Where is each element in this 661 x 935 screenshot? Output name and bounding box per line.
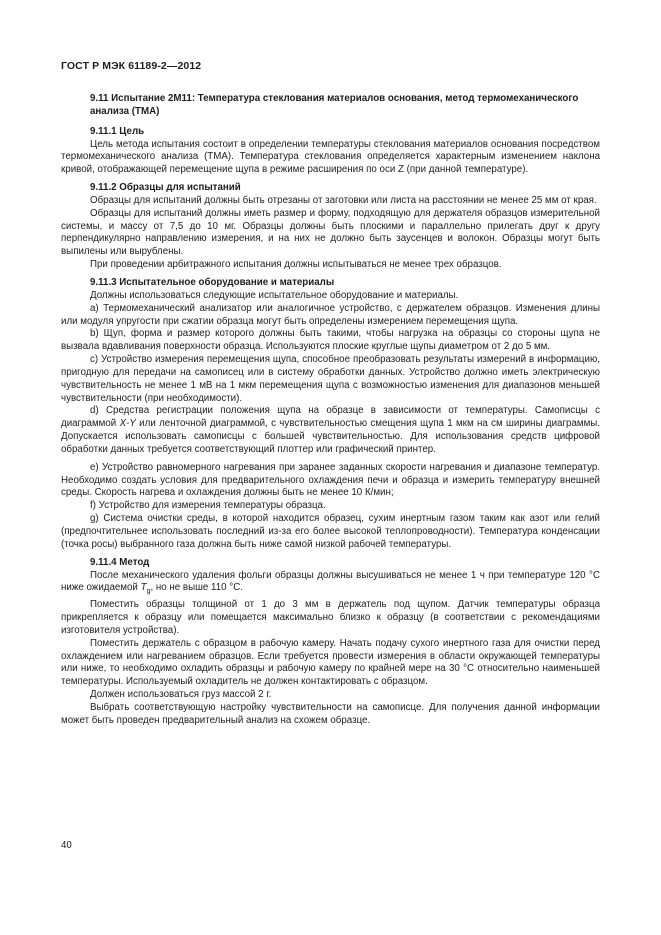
- standard-header: ГОСТ Р МЭК 61189-2—2012: [61, 60, 202, 72]
- page-number: 40: [61, 840, 72, 851]
- text-run: d) Средства регистрации положения щупа на образце в зависимости от температуры. Самописцы с диаграммой: [61, 405, 600, 430]
- paragraph: Цель метода испытания состоит в определении температуры стеклования материалов основания посредством термомеханического анализа (ТМА). Температура стеклования определяется характерным изменением наклона кривой, отображающей перемещение щупа в режиме расширения по оси Z (при данной температуре).: [61, 138, 600, 176]
- text-run: После механического удаления фольги образцы должны высушиваться не менее 1 ч при температуре 120 °С ниже ожидаемой: [61, 569, 600, 594]
- paragraph: При проведении арбитражного испытания должны испытываться не менее трех образцов.: [90, 259, 502, 271]
- list-item-c: c) Устройство измерения перемещения щупа, способное преобразовать результаты измерений в информацию, пригодную для передачи на самописец или в систему обработки данных. Устройство должно иметь электрическую чувствительность не менее 1 мВ на 1 мкм перемещения щупа с возможностью изменения для диапазонов меньшей чувствительности (при необходимости).: [61, 354, 600, 404]
- subsection-heading-equipment: 9.11.3 Испытательное оборудование и материалы: [90, 276, 335, 288]
- list-item-a: а) Термомеханический анализатор или аналогичное устройство, с держателем образцов. Изменения длины или модуля упругости при сжатии образца могут быть определены измерением перемещения щупа.: [61, 302, 600, 327]
- list-item-g: g) Система очистки среды, в которой находится образец, сухим инертным газом таким как азот или гелий (предпочтительнее использовать последний из-за его более высокой теплопроводности). Температура конденсации (точка росы) выбранного газа должна быть ниже самой низкой рабочей температуры.: [61, 513, 600, 550]
- paragraph: [61, 570, 600, 600]
- document-body: [61, 93, 600, 728]
- paragraph: Должен использоваться груз массой 2 г.: [90, 689, 272, 701]
- text-run: , но не выше 110 °С.: [150, 582, 243, 594]
- paragraph: Образцы для испытаний должны иметь размер и форму, подходящую для держателя образцов измерительной системы, и массу от 7,5 до 10 мг. Образцы должны быть плоскими и параллельно прилегать друг к другу перпендикулярно направлению измерения, и на них не должно быть заусенцев и волокон. Образцы могут быть выпилены или вырублены.: [61, 207, 600, 258]
- list-item-b: b) Щуп, форма и размер которого должны быть такими, чтобы нагрузка на образцы со стороны щупа не вызвала вдавливания поверхности образца. Используются плоские круглые щупы диаметром от 2 до 5 мм.: [61, 328, 600, 353]
- paragraph: Образцы для испытаний должны быть отрезаны от заготовки или листа на расстоянии не менее 25 мм от края.: [90, 194, 597, 206]
- subsection-heading-specimens: 9.11.2 Образцы для испытаний: [90, 182, 241, 194]
- list-item-f: f) Устройство для измерения температуры образца.: [90, 500, 326, 512]
- section-title: 9.11 Испытание 2М11: Температура стеклования материалов основания, метод термомеханического анализа (ТМА): [90, 93, 579, 117]
- text-run: или ленточной диаграммой, с чувствительностью смещения щупа 1 мкм на см ширины диаграммы. Допускается использовать самописцы с большей чувствительностью. Для использования средств цифровой обработки данных требуется соответствующий плоттер или графический принтер.: [61, 418, 600, 455]
- subsection-heading-goal: 9.11.1 Цель: [90, 125, 145, 137]
- list-item-e: e) Устройство равномерного нагревания при заранее заданных скорости нагревания и диапазоне температур. Необходимо создать условия для предварительного охлаждения печи и образца и измерить температуру внешней среды. Скорость нагрева и охлаждения должны быть не менее 10 К/мин;: [61, 461, 600, 499]
- paragraph: Должны использоваться следующие испытательное оборудование и материалы.: [90, 289, 459, 301]
- paragraph: Выбрать соответствующую настройку чувствительности на самописце. Для получения данной информации может быть проведен предварительный анализ на схожем образце.: [61, 701, 600, 726]
- list-item-d: [61, 405, 600, 456]
- paragraph: Поместить держатель с образцом в рабочую камеру. Начать подачу сухого инертного газа для очистки перед охлаждением или нагреванием образцов. Если требуется провести измерения в области окружающей температуры или ниже, то необходимо охладить образцы и рабочую камеру по крайней мере на 30 °С относительно наименьшей температуры. Используемый охладитель не должен контактировать с образцом.: [61, 637, 600, 688]
- symbol-subscript: g: [146, 588, 151, 596]
- symbol-t: T: [140, 582, 147, 594]
- text-run-italic: X-Y: [119, 418, 136, 430]
- tg-symbol: [140, 582, 151, 596]
- subsection-heading-method: 9.11.4 Метод: [90, 556, 150, 568]
- paragraph: Поместить образцы толщиной от 1 до 3 мм в держатель под щупом. Датчик температуры образца прикрепляется к образцу или помещается максимально близко к образцу (в соответствии с рекомендациями изготовителя устройства).: [61, 599, 600, 636]
